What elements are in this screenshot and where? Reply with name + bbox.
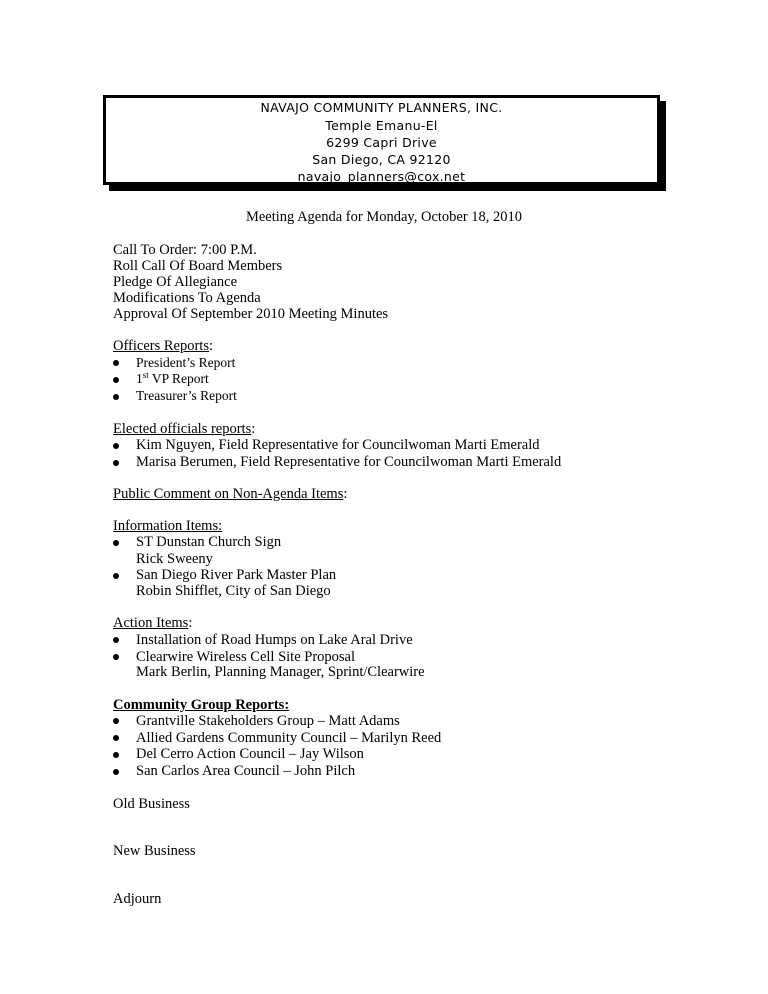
first-vp-report: 1st VP Report xyxy=(136,370,209,386)
elected-item: Kim Nguyen, Field Representative for Councilwoman Marti Emerald xyxy=(136,437,540,453)
bullet-icon xyxy=(113,394,119,400)
info-item-title: San Diego River Park Master Plan xyxy=(136,567,337,583)
info-item-presenter: Rick Sweeny xyxy=(136,551,213,567)
street-address: 6299 Capri Drive xyxy=(326,135,437,150)
new-business: New Business xyxy=(113,843,196,859)
community-heading: Community Group Reports: xyxy=(113,697,290,713)
roll-call: Roll Call Of Board Members xyxy=(113,258,283,274)
community-item: Allied Gardens Community Council – Marilyn Reed xyxy=(136,730,442,746)
bullet-icon xyxy=(113,443,119,449)
information-heading: Information Items: xyxy=(113,518,223,534)
bullet-icon xyxy=(113,654,119,660)
bullet-icon xyxy=(113,377,119,383)
treasurers-report: Treasurer’s Report xyxy=(136,388,237,403)
bullet-icon xyxy=(113,637,119,643)
elected-item: Marisa Berumen, Field Representative for Councilwoman Marti Emerald xyxy=(136,454,562,470)
bullet-icon xyxy=(113,718,119,724)
bullet-icon xyxy=(113,752,119,758)
bullet-icon xyxy=(113,540,119,546)
action-item-title: Installation of Road Humps on Lake Aral Drive xyxy=(136,632,413,648)
bullet-icon xyxy=(113,360,119,366)
city-state-zip: San Diego, CA 92120 xyxy=(312,152,451,167)
community-item: San Carlos Area Council – John Pilch xyxy=(136,763,356,779)
officers-heading: Officers Reports: xyxy=(113,338,214,354)
venue-name: Temple Emanu-El xyxy=(325,118,438,133)
contact-email: navajo_planners@cox.net xyxy=(297,169,466,184)
call-to-order: Call To Order: 7:00 P.M. xyxy=(113,242,257,258)
pledge: Pledge Of Allegiance xyxy=(113,274,238,290)
bullet-icon xyxy=(113,460,119,466)
bullet-icon xyxy=(113,735,119,741)
info-item-presenter: Robin Shifflet, City of San Diego xyxy=(136,583,331,599)
presidents-report: President’s Report xyxy=(136,355,236,370)
action-item-title: Clearwire Wireless Cell Site Proposal xyxy=(136,649,356,665)
info-item-title: ST Dunstan Church Sign xyxy=(136,534,282,550)
agenda-title: Meeting Agenda for Monday, October 18, 2010 xyxy=(245,209,523,225)
community-item: Del Cerro Action Council – Jay Wilson xyxy=(136,746,364,762)
action-heading: Action Items: xyxy=(113,615,193,631)
public-comment-heading: Public Comment on Non-Agenda Items: xyxy=(113,486,348,502)
modifications: Modifications To Agenda xyxy=(113,290,261,306)
approval-minutes: Approval Of September 2010 Meeting Minutes xyxy=(113,306,389,322)
community-item: Grantville Stakeholders Group – Matt Adams xyxy=(136,713,400,729)
bullet-icon xyxy=(113,769,119,775)
elected-heading: Elected officials reports: xyxy=(113,421,256,437)
org-name: NAVAJO COMMUNITY PLANNERS, INC. xyxy=(260,100,503,115)
action-item-presenter: Mark Berlin, Planning Manager, Sprint/Clearwire xyxy=(136,664,425,680)
adjourn: Adjourn xyxy=(113,891,162,907)
bullet-icon xyxy=(113,573,119,579)
old-business: Old Business xyxy=(113,796,190,812)
